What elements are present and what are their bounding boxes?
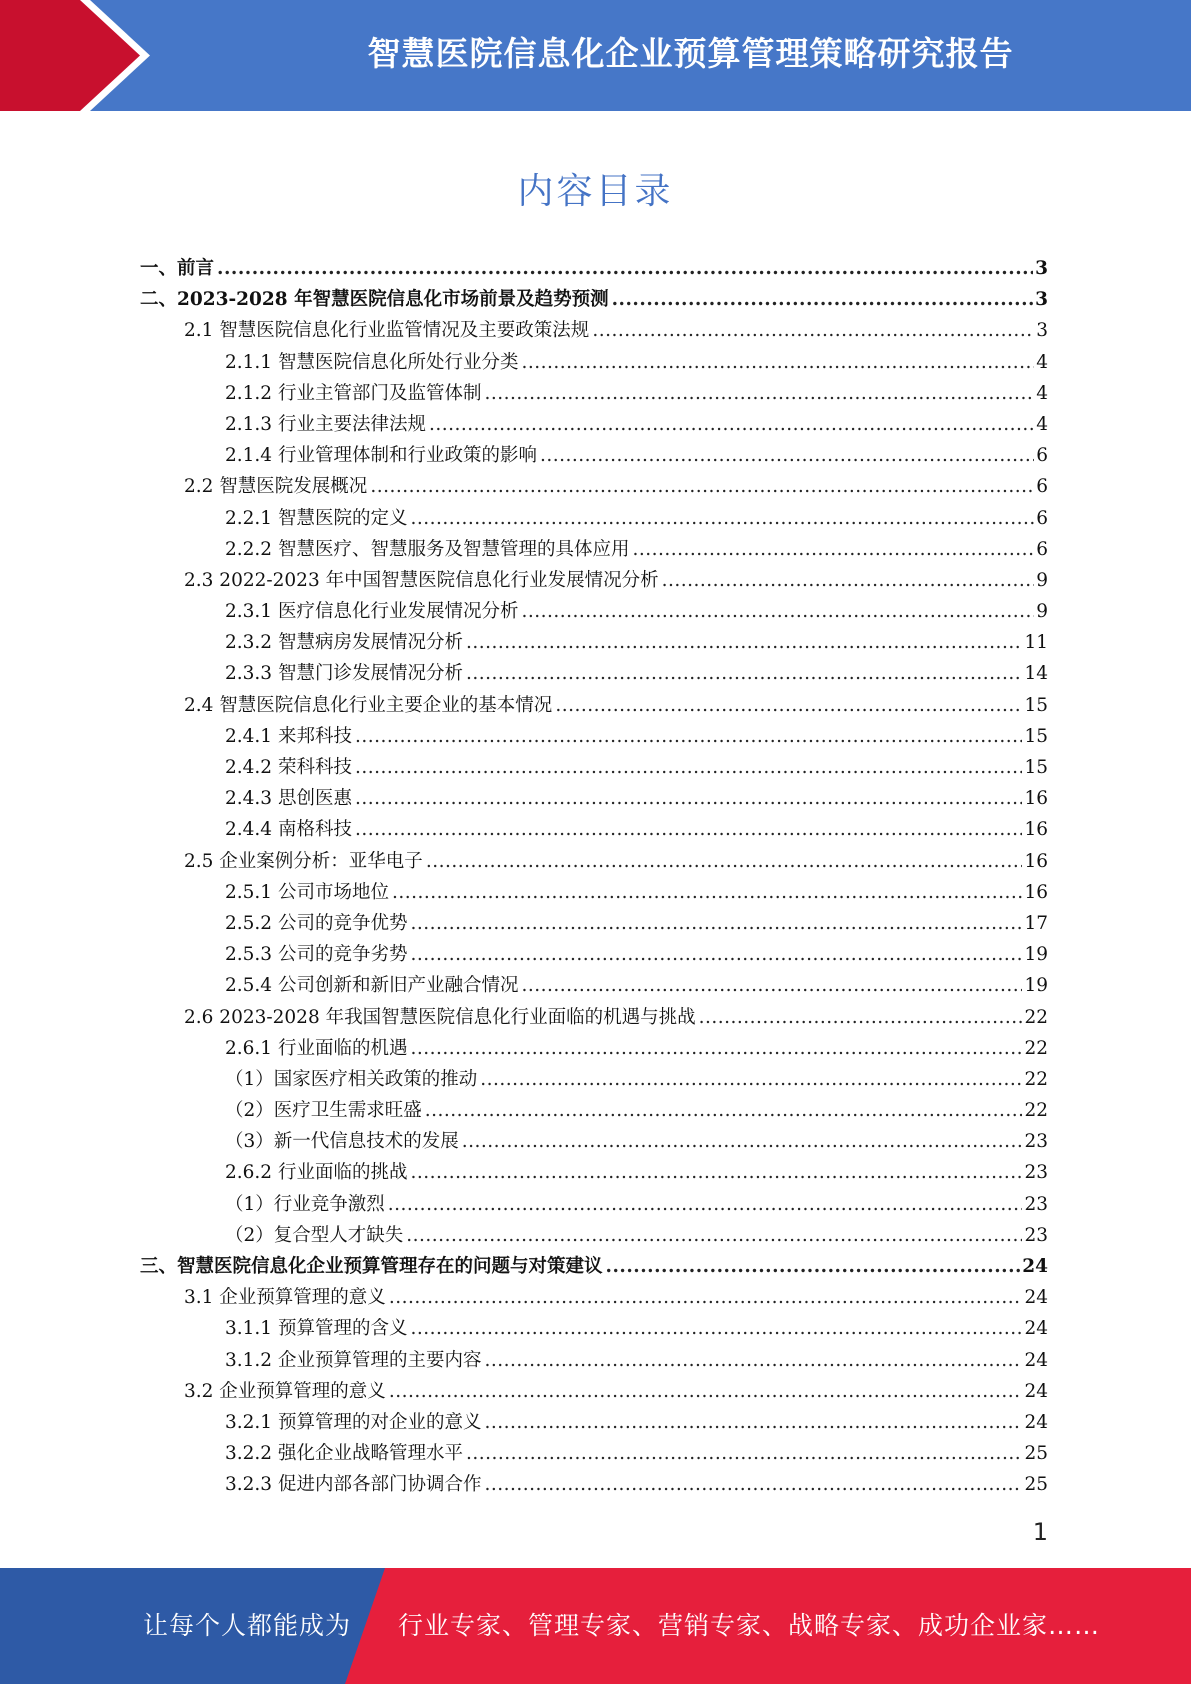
toc-entry-page: 24 — [1024, 1411, 1048, 1433]
toc-dot-leader — [410, 944, 1022, 965]
footer-slogan-left: 让每个人都能成为 — [143, 1611, 352, 1640]
toc-entry[interactable] — [140, 1408, 1048, 1439]
toc-entry[interactable] — [140, 691, 1048, 722]
toc-entry-title: 2.5.4 公司创新和新旧产业融合情况 — [225, 975, 519, 997]
toc-entry[interactable] — [140, 847, 1048, 878]
toc-entry-page: 4 — [1036, 413, 1048, 435]
toc-dot-leader — [410, 508, 1034, 529]
toc-entry-title: 3.2.1 预算管理的对企业的意义 — [225, 1411, 482, 1433]
page-number: 1 — [1032, 1518, 1048, 1546]
toc-entry-title: 2.3.3 智慧门诊发展情况分析 — [225, 663, 463, 685]
toc-entry[interactable] — [140, 1096, 1048, 1127]
header-chevron-decoration — [0, 0, 170, 111]
toc-dot-leader — [484, 1350, 1022, 1371]
toc-entry-page: 23 — [1024, 1224, 1048, 1246]
toc-dot-leader — [406, 1225, 1022, 1246]
toc-entry[interactable] — [140, 1127, 1048, 1158]
toc-entry[interactable] — [140, 815, 1048, 846]
toc-entry[interactable] — [140, 316, 1048, 347]
toc-entry[interactable] — [140, 1470, 1048, 1501]
toc-entry-title: 2.4.4 南格科技 — [225, 819, 352, 841]
toc-entry-title: 2.4 智慧医院信息化行业主要企业的基本情况 — [184, 694, 553, 716]
toc-entry-title: （3）新一代信息技术的发展 — [225, 1131, 459, 1153]
toc-entry[interactable] — [140, 940, 1048, 971]
toc-entry-page: 3 — [1035, 289, 1048, 311]
toc-dot-leader — [662, 570, 1035, 591]
toc-dot-leader — [484, 383, 1034, 404]
toc-entry[interactable] — [140, 722, 1048, 753]
toc-entry-title: 2.1.4 行业管理体制和行业政策的影响 — [225, 445, 537, 467]
toc-entry-title: 2.4.2 荣科科技 — [225, 757, 352, 778]
toc-entry-title: 2.1.2 行业主管部门及监管体制 — [225, 382, 482, 404]
toc-dot-leader — [632, 539, 1034, 560]
toc-entry-page: 6 — [1036, 445, 1048, 467]
toc-entry-title: 一、前言 — [140, 258, 215, 279]
toc-dot-leader — [462, 1131, 1023, 1152]
toc-entry-page: 14 — [1024, 663, 1048, 685]
toc-entry-title: 2.3 2022-2023 年中国智慧医院信息化行业发展情况分析 — [184, 569, 659, 591]
toc-dot-leader — [606, 1256, 1021, 1277]
toc-dot-leader — [555, 695, 1022, 716]
toc-entry[interactable] — [140, 597, 1048, 628]
toc-entry[interactable] — [140, 348, 1048, 379]
toc-entry-title: 2.5.2 公司的竞争优势 — [225, 912, 408, 934]
toc-dot-leader — [484, 1412, 1022, 1433]
toc-entry-page: 24 — [1024, 1380, 1048, 1402]
toc-entry-title: 2.6.2 行业面临的挑战 — [225, 1162, 408, 1184]
toc-entry[interactable] — [140, 1439, 1048, 1470]
toc-heading: 内容目录 — [517, 171, 674, 212]
toc-entry-page: 16 — [1024, 850, 1048, 872]
toc-entry[interactable] — [140, 254, 1048, 285]
toc-entry[interactable] — [140, 410, 1048, 441]
toc-entry-page: 22 — [1024, 1068, 1048, 1090]
toc-dot-leader — [355, 788, 1023, 809]
toc-dot-leader — [521, 352, 1034, 373]
toc-entry-title: 2.6 2023-2028 年我国智慧医院信息化行业面临的机遇与挑战 — [184, 1006, 696, 1028]
toc-entry-title: 2.4.3 思创医惠 — [225, 788, 352, 810]
toc-entry-title: 2.1.1 智慧医院信息化所处行业分类 — [225, 351, 519, 373]
toc-entry[interactable] — [140, 909, 1048, 940]
toc-dot-leader — [425, 1100, 1023, 1121]
toc-dot-leader — [699, 1007, 1023, 1028]
toc-dot-leader — [466, 663, 1022, 684]
toc-entry[interactable] — [140, 1158, 1048, 1189]
toc-entry-title: 3.2.2 强化企业战略管理水平 — [225, 1443, 463, 1465]
toc-entry-page: 24 — [1024, 1349, 1048, 1371]
toc-entry[interactable] — [140, 1314, 1048, 1345]
toc-dot-leader — [521, 601, 1034, 622]
toc-entry-title: 2.2 智慧医院发展概况 — [184, 476, 368, 498]
toc-entry-title: 三、智慧医院信息化企业预算管理存在的问题与对策建议 — [140, 1256, 603, 1277]
toc-entry-title: 2.6.1 行业面临的机遇 — [225, 1037, 408, 1059]
toc-entry-page: 23 — [1024, 1162, 1048, 1184]
toc-entry[interactable] — [140, 504, 1048, 535]
toc-entry-title: 3.1.2 企业预算管理的主要内容 — [225, 1349, 482, 1371]
header-banner — [0, 0, 1191, 111]
toc-entry[interactable] — [140, 1252, 1048, 1283]
toc-entry-page: 9 — [1036, 601, 1048, 623]
toc-dot-leader — [410, 913, 1022, 934]
toc-entry-page: 3 — [1035, 258, 1048, 279]
toc-entry[interactable] — [140, 379, 1048, 410]
toc-entry-page: 24 — [1024, 1318, 1048, 1340]
toc-entry-title: 2.5 企业案例分析：亚华电子 — [184, 850, 423, 872]
toc-entry-page: 11 — [1024, 632, 1048, 654]
toc-entry[interactable] — [140, 441, 1048, 472]
toc-entry[interactable] — [140, 628, 1048, 659]
toc-entry-page: 17 — [1024, 912, 1048, 934]
toc-entry-page: 16 — [1024, 819, 1048, 841]
toc-entry-page: 22 — [1024, 1037, 1048, 1059]
toc-entry-page: 6 — [1036, 476, 1048, 498]
toc-entry-title: （1）国家医疗相关政策的推动 — [225, 1068, 478, 1090]
toc-entry-page: 16 — [1024, 881, 1048, 903]
toc-entry-title: 2.5.3 公司的竞争劣势 — [225, 944, 408, 966]
toc-dot-leader — [392, 882, 1022, 903]
toc-entry-title: 2.5.1 公司市场地位 — [225, 881, 389, 903]
toc-dot-leader — [612, 289, 1034, 310]
toc-entry[interactable] — [140, 971, 1048, 1002]
toc-entry[interactable] — [140, 659, 1048, 690]
toc-entry[interactable] — [140, 1346, 1048, 1377]
toc-dot-leader — [466, 632, 1022, 653]
report-title: 智慧医院信息化企业预算管理策略研究报告 — [367, 34, 1014, 73]
toc-entry[interactable] — [140, 878, 1048, 909]
toc-entry[interactable] — [140, 753, 1048, 784]
toc-entry-title: 2.4.1 来邦科技 — [225, 725, 352, 747]
toc-entry-page: 19 — [1024, 944, 1048, 966]
toc-entry-page: 23 — [1024, 1193, 1048, 1215]
toc-entry-title: （2）医疗卫生需求旺盛 — [225, 1100, 422, 1122]
toc-entry-title: 3.1 企业预算管理的意义 — [184, 1287, 386, 1309]
toc-entry-page: 15 — [1024, 725, 1048, 747]
toc-dot-leader — [355, 726, 1023, 747]
toc-entry[interactable] — [140, 1190, 1048, 1221]
toc-entry-title: 3.2 企业预算管理的意义 — [184, 1380, 386, 1402]
toc-entry-title: 2.1.3 行业主要法律法规 — [225, 413, 426, 435]
toc-entry-title: 3.1.1 预算管理的含义 — [225, 1318, 408, 1340]
toc-entry-page: 15 — [1024, 757, 1048, 778]
toc-entry-page: 24 — [1024, 1287, 1048, 1309]
toc-entry[interactable] — [140, 1003, 1048, 1034]
toc-dot-leader — [388, 1194, 1023, 1215]
toc-entry[interactable] — [140, 535, 1048, 566]
toc-entry[interactable] — [140, 1221, 1048, 1252]
toc-dot-leader — [410, 1318, 1022, 1339]
toc-entry-page: 19 — [1024, 975, 1048, 997]
toc-entry-page: 9 — [1036, 569, 1048, 591]
toc-entry-title: 2.2.2 智慧医疗、智慧服务及智慧管理的具体应用 — [225, 538, 630, 560]
toc-entry[interactable] — [140, 472, 1048, 503]
toc-dot-leader — [389, 1381, 1023, 1402]
toc-entry-title: 2.2.1 智慧医院的定义 — [225, 507, 408, 529]
toc-dot-leader — [480, 1069, 1022, 1090]
toc-entry-page: 16 — [1024, 788, 1048, 810]
toc-entry[interactable] — [140, 784, 1048, 815]
table-of-contents — [140, 254, 1048, 1502]
toc-dot-leader — [355, 819, 1023, 840]
toc-entry-page: 24 — [1022, 1256, 1048, 1277]
toc-entry[interactable] — [140, 566, 1048, 597]
toc-entry-title: 二、2023-2028 年智慧医院信息化市场前景及趋势预测 — [140, 289, 609, 311]
toc-entry-page: 3 — [1036, 320, 1048, 342]
toc-entry[interactable] — [140, 285, 1048, 316]
toc-dot-leader — [466, 1443, 1022, 1464]
toc-entry-page: 22 — [1024, 1100, 1048, 1122]
toc-dot-leader — [370, 476, 1034, 497]
toc-entry-title: 2.3.1 医疗信息化行业发展情况分析 — [225, 601, 519, 623]
toc-entry-page: 22 — [1024, 1006, 1048, 1028]
toc-entry-title: （2）复合型人才缺失 — [225, 1224, 404, 1246]
toc-entry-title: 2.3.2 智慧病房发展情况分析 — [225, 632, 463, 654]
toc-entry[interactable] — [140, 1034, 1048, 1065]
toc-entry-title: 3.2.3 促进内部各部门协调合作 — [225, 1474, 482, 1496]
toc-entry-page: 6 — [1036, 538, 1048, 560]
toc-dot-leader — [426, 851, 1023, 872]
toc-entry[interactable] — [140, 1377, 1048, 1408]
toc-entry-page: 4 — [1036, 351, 1048, 373]
toc-dot-leader — [410, 1038, 1022, 1059]
toc-entry-page: 25 — [1024, 1474, 1048, 1496]
toc-entry-page: 23 — [1024, 1131, 1048, 1153]
toc-dot-leader — [217, 258, 1033, 279]
footer-slogan-right: 行业专家、管理专家、营销专家、战略专家、成功企业家…… — [398, 1611, 1101, 1640]
toc-dot-leader — [389, 1287, 1023, 1308]
toc-dot-leader — [521, 975, 1022, 996]
toc-dot-leader — [540, 445, 1034, 466]
toc-dot-leader — [429, 414, 1034, 435]
toc-entry-title: （1）行业竞争激烈 — [225, 1193, 385, 1215]
toc-dot-leader — [355, 757, 1023, 778]
footer-banner — [0, 1568, 1191, 1684]
toc-dot-leader — [592, 320, 1034, 341]
toc-entry[interactable] — [140, 1065, 1048, 1096]
toc-entry-title: 2.1 智慧医院信息化行业监管情况及主要政策法规 — [184, 320, 590, 342]
toc-entry-page: 6 — [1036, 507, 1048, 529]
toc-entry[interactable] — [140, 1283, 1048, 1314]
toc-dot-leader — [484, 1474, 1022, 1495]
toc-entry-page: 15 — [1024, 694, 1048, 716]
toc-entry-page: 4 — [1036, 382, 1048, 404]
toc-entry-page: 25 — [1024, 1443, 1048, 1465]
toc-dot-leader — [410, 1162, 1022, 1183]
